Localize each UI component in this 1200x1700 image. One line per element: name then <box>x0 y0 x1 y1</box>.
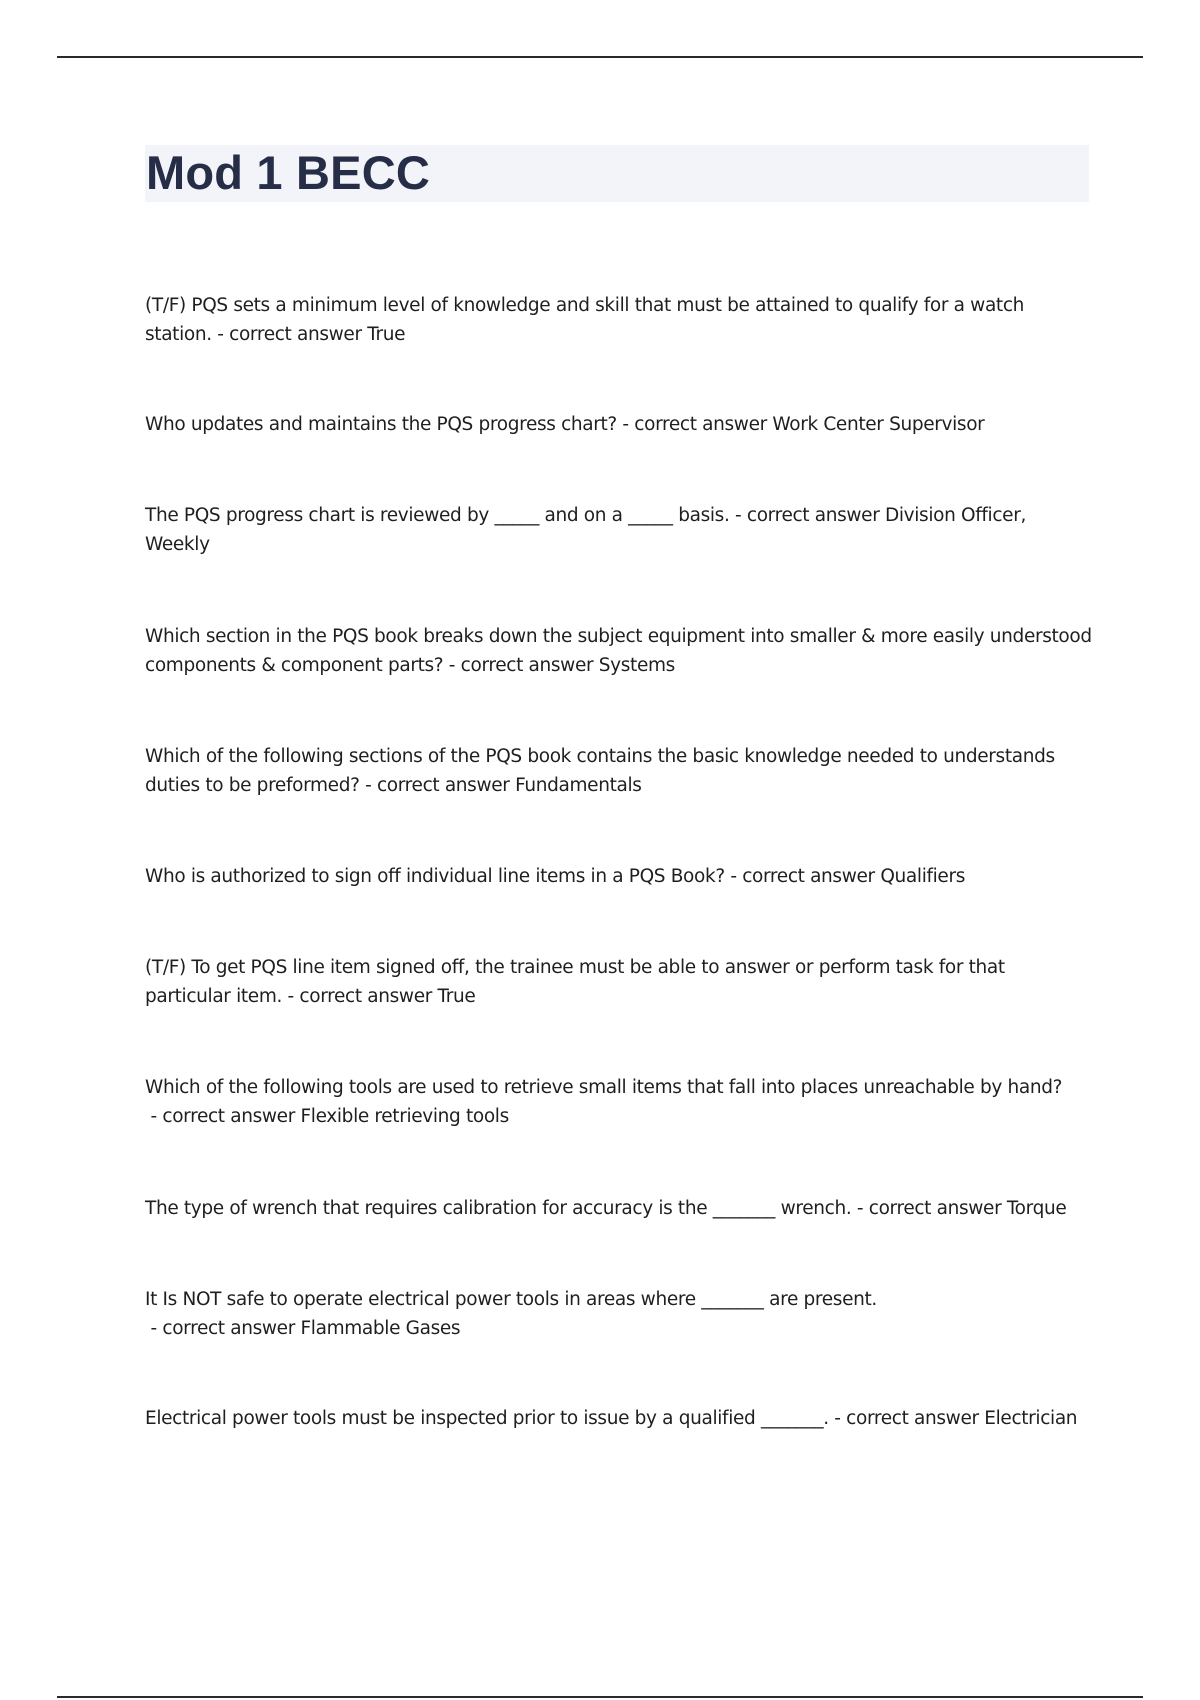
qa-item <box>145 1194 1095 1223</box>
answer-text: Work Center Supervisor <box>772 414 985 435</box>
answer-separator: - correct answer <box>211 324 368 345</box>
answer-text: Division Officer, Weekly <box>145 505 1026 555</box>
question-text: Which section in the PQS book breaks down the subject equipment into smaller & more easily understood components & component parts? <box>145 626 1092 676</box>
answer-separator: - correct answer <box>828 1408 985 1429</box>
answer-separator: - correct answer <box>616 414 773 435</box>
qa-item <box>145 501 1095 559</box>
answer-text: Electrician <box>984 1408 1078 1429</box>
answer-text: True <box>367 324 406 345</box>
answer-text: True <box>437 986 476 1007</box>
answer-separator: - correct answer <box>724 866 881 887</box>
answer-separator: - correct answer <box>282 986 438 1007</box>
qa-item <box>145 862 1095 891</box>
qa-item <box>145 1285 1095 1343</box>
answer-separator: - correct answer <box>851 1198 1007 1219</box>
question-text: It Is NOT safe to operate electrical power tools in areas where _______ are present. <box>145 1289 877 1310</box>
answer-separator: - correct answer <box>145 1106 301 1127</box>
qa-item <box>145 1073 1095 1131</box>
answer-text: Qualifiers <box>880 866 966 887</box>
answer-separator: - correct answer <box>443 655 599 676</box>
question-text: The PQS progress chart is reviewed by _____ and on a _____ basis. <box>145 505 730 526</box>
question-text: (T/F) PQS sets a minimum level of knowledge and skill that must be attained to qualify for a watch station. <box>145 295 1025 345</box>
answer-text: Systems <box>598 655 675 676</box>
question-text: Electrical power tools must be inspected prior to issue by a qualified _______. <box>145 1408 829 1429</box>
answer-separator: - correct answer <box>359 775 516 796</box>
qa-item <box>145 1404 1095 1433</box>
answer-separator: - correct answer <box>145 1318 301 1339</box>
document-title: Mod 1 BECC <box>146 146 430 199</box>
top-rule <box>57 56 1143 58</box>
qa-item <box>145 291 1095 349</box>
answer-text: Fundamentals <box>515 775 642 796</box>
question-text: Which of the following sections of the PQS book contains the basic knowledge needed to understands duties to be preformed? <box>145 746 1055 796</box>
answer-separator: - correct answer <box>729 505 885 526</box>
qa-item <box>145 742 1095 800</box>
answer-text: Torque <box>1006 1198 1067 1219</box>
question-text: (T/F) To get PQS line item signed off, the trainee must be able to answer or perform task for that particular item. <box>145 957 1005 1007</box>
question-text: Who updates and maintains the PQS progress chart? <box>145 414 617 435</box>
qa-item <box>145 622 1095 680</box>
bottom-rule <box>57 1696 1143 1698</box>
question-text: Who is authorized to sign off individual line items in a PQS Book? <box>145 866 725 887</box>
qa-item <box>145 410 1095 439</box>
answer-text: Flexible retrieving tools <box>300 1106 509 1127</box>
question-text: Which of the following tools are used to retrieve small items that fall into places unreachable by hand? <box>145 1077 1063 1098</box>
answer-text: Flammable Gases <box>300 1318 461 1339</box>
question-text: The type of wrench that requires calibration for accuracy is the _______ wrench. <box>145 1198 852 1219</box>
qa-item <box>145 953 1095 1011</box>
